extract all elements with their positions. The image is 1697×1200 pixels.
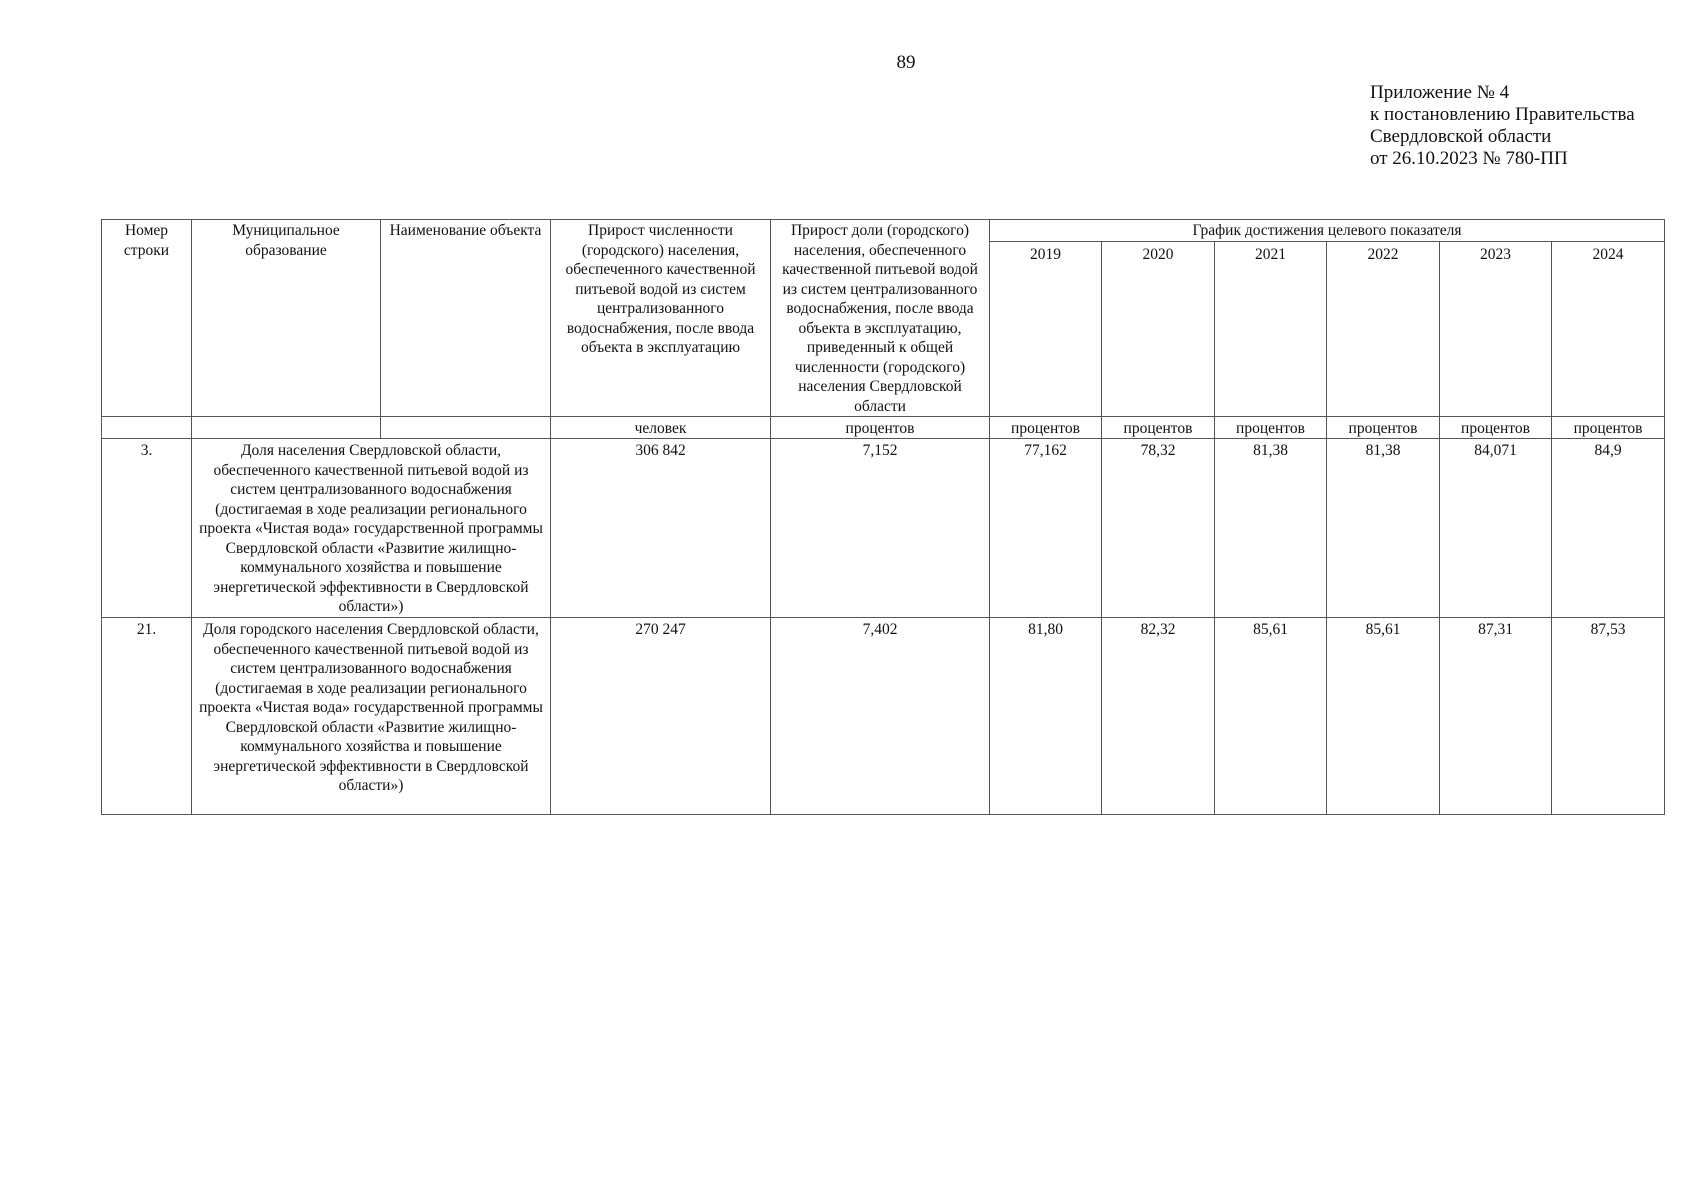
- units-row: [102, 417, 1665, 439]
- unit-year: процентов: [1552, 417, 1665, 439]
- header-year: 2020: [1102, 242, 1215, 417]
- page-number: 89: [896, 52, 916, 73]
- header-year: 2019: [990, 242, 1102, 417]
- row-value-2022: 85,61: [1327, 618, 1440, 815]
- row-number: 21.: [102, 618, 192, 815]
- unit-year: процентов: [1440, 417, 1552, 439]
- row-value-2024: 84,9: [1552, 439, 1665, 618]
- unit-year: процентов: [1327, 417, 1440, 439]
- row-value-2023: 84,071: [1440, 439, 1552, 618]
- row-description: Доля населения Свердловской области, обеспеченного качественной питьевой водой из систем централизованного водоснабжения (достигаемая в ходе реализации регионального проекта «Чистая вода» государственной программы Свердловской области «Развитие жилищно-коммунального хозяйства и повышение энергетической эффективности в Свердловской области»): [192, 439, 551, 618]
- row-share: 7,402: [771, 618, 990, 815]
- header-year: 2021: [1215, 242, 1327, 417]
- row-value-2024: 87,53: [1552, 618, 1665, 815]
- header-municipality: Муниципальное образование: [192, 220, 381, 417]
- row-value-2019: 77,162: [990, 439, 1102, 618]
- row-value-2022: 81,38: [1327, 439, 1440, 618]
- header-object-name: Наименование объекта: [381, 220, 551, 417]
- header-row-1: [102, 220, 1665, 242]
- header-population-increase: Прирост численности (городского) населения, обеспеченного качественной питьевой водой из систем централизованного водоснабжения, после ввода объекта в эксплуатацию: [551, 220, 771, 417]
- indicator-table: [101, 219, 1665, 815]
- row-number: 3.: [102, 439, 192, 618]
- appendix-line-3: Свердловской области: [1370, 126, 1552, 147]
- row-value-2021: 85,61: [1215, 618, 1327, 815]
- row-share: 7,152: [771, 439, 990, 618]
- header-year: 2023: [1440, 242, 1552, 417]
- header-year: 2022: [1327, 242, 1440, 417]
- header-schedule: График достижения целевого показателя: [990, 220, 1665, 242]
- appendix-block: [1370, 82, 1635, 170]
- row-population: 270 247: [551, 618, 771, 815]
- header-year: 2024: [1552, 242, 1665, 417]
- row-population: 306 842: [551, 439, 771, 618]
- unit-year: процентов: [1215, 417, 1327, 439]
- row-value-2020: 78,32: [1102, 439, 1215, 618]
- table-row: [102, 439, 1665, 618]
- header-share-increase: Прирост доли (городского) населения, обеспеченного качественной питьевой водой из систем централизованного водоснабжения, после ввода объекта в эксплуатацию, приведенный к общей численности (городского) населения Свердловской области: [771, 220, 990, 417]
- row-value-2023: 87,31: [1440, 618, 1552, 815]
- row-value-2020: 82,32: [1102, 618, 1215, 815]
- row-value-2019: 81,80: [990, 618, 1102, 815]
- table-row: [102, 618, 1665, 815]
- appendix-line-1: Приложение № 4: [1370, 82, 1510, 103]
- units-empty: [192, 417, 381, 439]
- unit-year: процентов: [1102, 417, 1215, 439]
- unit-share: процентов: [771, 417, 990, 439]
- unit-year: процентов: [990, 417, 1102, 439]
- unit-population: человек: [551, 417, 771, 439]
- row-description: Доля городского населения Свердловской области, обеспеченного качественной питьевой водой из систем централизованного водоснабжения (достигаемая в ходе реализации регионального проекта «Чистая вода» государственной программы Свердловской области «Развитие жилищно-коммунального хозяйства и повышение энергетической эффективности в Свердловской области»): [192, 618, 551, 815]
- header-row-number: Номер строки: [102, 220, 192, 417]
- units-empty: [102, 417, 192, 439]
- units-empty: [381, 417, 551, 439]
- row-value-2021: 81,38: [1215, 439, 1327, 618]
- appendix-line-2: к постановлению Правительства: [1370, 104, 1635, 125]
- appendix-line-4: от 26.10.2023 № 780-ПП: [1370, 148, 1568, 169]
